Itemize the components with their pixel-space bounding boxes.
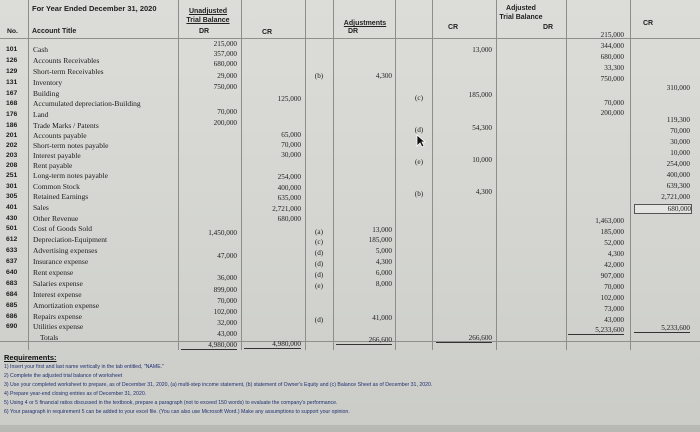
unadj-dr-value: 680,000 [213,60,237,68]
grid-line [395,0,396,350]
account-number: 683 [6,280,18,287]
unadj-cr-total: 4,980,000 [244,340,301,349]
unadj-dr-value: 32,000 [217,319,237,327]
account-number: 129 [6,68,18,75]
account-number: 640 [6,269,18,276]
adjtb-dr-value: 680,000 [600,53,624,61]
adj-dr-ref: (d) [314,271,324,279]
account-title: Rent payable [33,161,73,170]
adj-dr-ref: (e) [315,282,323,290]
header-adjusted-trial-balance: Adjusted Trial Balance [499,5,543,21]
adj-dr-value: 185,000 [368,236,392,244]
adj-cr-value: 13,000 [472,46,492,54]
account-number: 251 [6,172,18,179]
account-title: Advertising expenses [33,246,98,255]
account-title: Utilities expense [33,322,84,331]
account-number: 201 [6,132,18,139]
account-title: Long-term notes payable [33,171,108,180]
grid-line [178,0,179,350]
account-number: 176 [6,111,18,118]
mouse-cursor-icon [416,134,426,148]
adj-cr-value: 54,300 [472,124,492,132]
adj-dr-value: 6,000 [375,269,392,277]
account-title: Cash [33,45,48,54]
adj-dr-ref: (d) [314,316,324,324]
account-title: Rent expense [33,268,74,277]
adjtb-cr-value: 30,000 [670,138,690,146]
grid-line [333,0,334,350]
unadj-dr-value: 29,000 [217,72,237,80]
account-number: 203 [6,152,18,159]
requirements-heading: Requirements: [4,353,57,362]
grid-line [566,0,567,350]
account-title: Insurance expense [33,257,89,266]
adjtb-dr-value: 73,000 [604,305,624,313]
unadj-cr-value: 30,000 [281,151,301,159]
account-number: 686 [6,313,18,320]
header-no: No. [7,28,18,35]
account-title: Interest expense [33,290,82,299]
adj-dr-value: 4,300 [375,72,392,80]
account-title: Amortization expense [33,301,100,310]
adjtb-dr-value: 215,000 [600,31,624,39]
adj-dr-value: 4,300 [375,258,392,266]
worksheet-title: For Year Ended December 31, 2020 [32,4,157,13]
account-title: Repairs expense [33,312,82,321]
adj-cr-ref: (b) [414,190,424,198]
selected-cell[interactable]: 680,000 [634,204,692,214]
account-title: Accounts Receivables [33,56,100,65]
unadj-dr-value: 47,000 [217,252,237,260]
grid-line [305,0,306,350]
account-number: 208 [6,162,18,169]
account-title: Short-term notes payable [33,141,109,150]
adjtb-dr-value: 102,000 [600,294,624,302]
account-number: 301 [6,183,18,190]
header-adjusted-cr: CR [643,20,654,27]
adjtb-cr-total: 5,233,600 [634,324,690,333]
header-adjustments: Adjustments [343,20,387,27]
account-title: Sales [33,203,49,212]
unadj-dr-value: 43,000 [217,330,237,338]
adjtb-dr-value: 200,000 [600,109,624,117]
account-number: 101 [6,46,18,53]
requirement-item: 2) Complete the adjusted trial balance of worksheet [4,373,123,379]
requirement-item: 5) Using 4 or 5 financial ratios discussed in the textbook, prepare a paragraph (not to exceed 150 words) to evaluate the company's performance. [4,400,338,406]
adjtb-dr-total: 5,233,600 [568,326,624,335]
header-adjustments-cr: CR [448,24,459,31]
unadj-dr-value: 70,000 [217,108,237,116]
adj-dr-ref: (a) [315,228,323,236]
header-unadjusted-dr: DR [199,28,210,35]
adj-dr-ref: (d) [314,249,324,257]
adjtb-dr-value: 33,300 [604,64,624,72]
requirement-item: 6) Your paragraph in requirement 5 can be added to your excel file. (You can also use Microsoft Word.) Make any assumptions to support your opinion. [4,409,350,415]
adj-cr-ref: (e) [415,158,423,166]
unadj-cr-value: 680,000 [277,215,301,223]
account-number: 685 [6,302,18,309]
adj-dr-total: 266,600 [336,336,392,345]
adjtb-dr-value: 907,000 [600,272,624,280]
unadj-dr-value: 1,450,000 [208,229,237,237]
adjtb-cr-value: 10,000 [670,149,690,157]
unadj-cr-value: 635,000 [277,194,301,202]
account-title: Inventory [33,78,63,87]
account-number: 168 [6,100,18,107]
adjtb-cr-value: 400,000 [666,171,690,179]
header-unadjusted-cr: CR [262,29,273,36]
adj-dr-value: 8,000 [375,280,392,288]
account-title: Salaries expense [33,279,83,288]
adjtb-dr-value: 185,000 [600,228,624,236]
account-title: Depreciation-Equipment [33,235,108,244]
account-number: 126 [6,57,18,64]
grid-line [432,0,433,350]
adj-cr-value: 4,300 [475,188,492,196]
account-number: 612 [6,236,18,243]
account-number: 131 [6,79,18,86]
adj-cr-ref: (d) [414,126,424,134]
unadj-dr-value: 70,000 [217,297,237,305]
account-title: Accumulated depreciation-Building [33,99,141,108]
account-number: 637 [6,258,18,265]
adjtb-dr-value: 344,000 [600,42,624,50]
unadj-cr-value: 65,000 [281,131,301,139]
account-number: 167 [6,90,18,97]
adjtb-cr-value: 119,300 [666,116,690,124]
adjtb-dr-value: 43,000 [604,316,624,324]
account-title: Accounts payable [33,131,87,140]
unadj-cr-value: 70,000 [281,141,301,149]
unadj-cr-value: 2,721,000 [272,205,301,213]
header-adjusted-dr: DR [543,24,554,31]
unadj-dr-value: 36,000 [217,274,237,282]
adjtb-dr-value: 52,000 [604,239,624,247]
account-title: Cost of Goods Sold [33,224,92,233]
account-number: 633 [6,247,18,254]
requirement-item: 4) Prepare year-end closing entries as of December 31, 2020. [4,391,147,397]
account-title: Building [33,89,60,98]
adjtb-dr-value: 750,000 [600,75,624,83]
adjtb-cr-value: 639,300 [666,182,690,190]
account-title: Trade Marks / Patents [33,121,99,130]
sheet-bottom-edge [0,425,700,432]
account-title: Common Stock [33,182,80,191]
account-number: 186 [6,122,18,129]
account-number: 690 [6,323,18,330]
adj-cr-ref: (c) [415,94,423,102]
adjtb-cr-value: 310,000 [666,84,690,92]
adj-dr-ref: (c) [315,238,323,246]
adj-dr-value: 5,000 [375,247,392,255]
unadj-dr-value: 215,000 [213,40,237,48]
adj-dr-ref: (b) [314,72,324,80]
unadj-dr-value: 102,000 [213,308,237,316]
account-number: 501 [6,225,18,232]
adjtb-cr-value: 2,721,000 [661,193,690,201]
unadj-dr-value: 357,000 [213,50,237,58]
adj-cr-value: 10,000 [472,156,492,164]
unadj-cr-value: 125,000 [277,95,301,103]
requirement-item: 3) Use your completed worksheet to prepare, as of December 31, 2020, (a) multi-step income statement, (b) statement of Owner's Equity and (c) Balance Sheet as of December 31, 2020. [4,382,433,388]
account-title: Short-term Receivables [33,67,104,76]
adjtb-dr-value: 1,463,000 [595,217,624,225]
adj-dr-ref: (d) [314,260,324,268]
adjtb-cr-value: 70,000 [670,127,690,135]
adjtb-dr-value: 42,000 [604,261,624,269]
adj-cr-total: 266,600 [436,334,492,343]
unadj-dr-value: 899,000 [213,286,237,294]
header-account-title: Account Title [32,28,77,35]
account-number: 202 [6,142,18,149]
header-adjustments-dr: DR [348,28,359,35]
account-title: Other Revenue [33,214,79,223]
grid-line [496,0,497,350]
grid-line [630,0,631,350]
account-number: 401 [6,204,18,211]
account-title: Retained Earnings [33,192,89,201]
adj-dr-value: 13,000 [372,226,392,234]
adjtb-dr-value: 70,000 [604,99,624,107]
account-title: Land [33,110,49,119]
account-number: 684 [6,291,18,298]
account-number: 305 [6,193,18,200]
adj-dr-value: 41,000 [372,314,392,322]
adjtb-dr-value: 4,300 [607,250,624,258]
unadj-dr-total: 4,980,000 [181,341,237,350]
unadj-dr-value: 750,000 [213,83,237,91]
header-unadjusted-trial-balance: Unadjusted Trial Balance [186,8,230,24]
grid-line [241,0,242,350]
adjtb-cr-value: 254,000 [666,160,690,168]
unadj-cr-value: 400,000 [277,184,301,192]
adjtb-dr-value: 70,000 [604,283,624,291]
account-title: Interest payable [33,151,81,160]
grid-line [28,0,29,350]
adj-cr-value: 185,000 [468,91,492,99]
account-number: 430 [6,215,18,222]
totals-label: Totals [40,333,59,342]
unadj-dr-value: 200,000 [213,119,237,127]
requirement-item: 1) Insert your first and last name vertically in the tab entitled, "NAME." [4,364,164,370]
unadj-cr-value: 254,000 [277,173,301,181]
